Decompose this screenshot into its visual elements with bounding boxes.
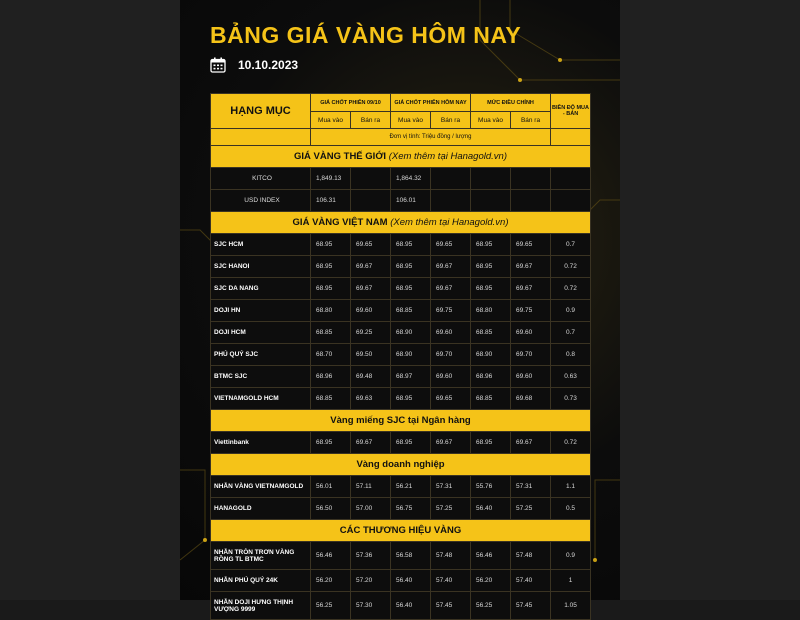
prev-buy-cell: 68.95 (311, 234, 351, 256)
date-row (210, 57, 298, 73)
today-buy-cell: 56.21 (391, 476, 431, 498)
buy-header: Mua vào (391, 112, 431, 129)
table-row (211, 498, 591, 520)
prev-sell-cell: 69.67 (351, 256, 391, 278)
change-buy-cell: 68.90 (471, 344, 511, 366)
calendar-icon (210, 57, 226, 73)
section-title-text: CÁC THƯƠNG HIỆU VÀNG (339, 525, 462, 536)
prev-sell-cell: 57.00 (351, 498, 391, 520)
prev-buy-cell: 56.01 (311, 476, 351, 498)
row-label: PHÚ QUÝ SJC (211, 344, 311, 366)
prev-sell-cell: 69.67 (351, 278, 391, 300)
table-row (211, 300, 591, 322)
category-header: HẠNG MỤC (211, 94, 311, 129)
spread-cell: 0.72 (551, 278, 591, 300)
change-sell-cell: 69.67 (511, 432, 551, 454)
today-buy-cell: 68.95 (391, 234, 431, 256)
prev-sell-cell (351, 168, 391, 190)
prev-buy-cell: 106.31 (311, 190, 351, 212)
spread-cell: 0.5 (551, 498, 591, 520)
sell-header: Bán ra (351, 112, 391, 129)
today-sell-cell: 69.67 (431, 278, 471, 300)
today-buy-cell: 56.40 (391, 570, 431, 592)
prev-buy-cell: 68.95 (311, 432, 351, 454)
change-buy-cell: 56.20 (471, 570, 511, 592)
prev-buy-cell: 56.46 (311, 542, 351, 570)
change-sell-cell: 69.65 (511, 234, 551, 256)
prev-sell-cell: 57.36 (351, 542, 391, 570)
spread-cell: 1.05 (551, 592, 591, 620)
prev-sell-cell: 69.63 (351, 388, 391, 410)
row-label: VIETNAMGOLD HCM (211, 388, 311, 410)
row-label: SJC HCM (211, 234, 311, 256)
spread-cell: 0.9 (551, 300, 591, 322)
spread-cell: 0.73 (551, 388, 591, 410)
prev-sell-cell: 69.50 (351, 344, 391, 366)
change-sell-cell: 69.60 (511, 322, 551, 344)
spread-cell: 0.63 (551, 366, 591, 388)
sell-header: Bán ra (511, 112, 551, 129)
table-row (211, 322, 591, 344)
spread-cell (551, 168, 591, 190)
table-row (211, 190, 591, 212)
section-title (211, 520, 591, 542)
unit-spacer (551, 129, 591, 146)
spread-cell: 0.7 (551, 322, 591, 344)
row-label: BTMC SJC (211, 366, 311, 388)
change-sell-cell (511, 190, 551, 212)
prev-sell-cell: 69.60 (351, 300, 391, 322)
today-buy-cell: 68.97 (391, 366, 431, 388)
change-sell-cell: 69.67 (511, 278, 551, 300)
today-session-header: GIÁ CHỐT PHIÊN HÔM NAY (391, 94, 471, 112)
prev-sell-cell: 57.30 (351, 592, 391, 620)
section-gold-brands (211, 520, 591, 542)
today-sell-cell: 69.75 (431, 300, 471, 322)
today-buy-cell: 68.95 (391, 432, 431, 454)
spread-cell: 1 (551, 570, 591, 592)
prev-buy-cell: 68.96 (311, 366, 351, 388)
today-buy-cell: 68.95 (391, 388, 431, 410)
left-background-panel (0, 0, 180, 600)
today-sell-cell: 69.60 (431, 322, 471, 344)
today-buy-cell: 56.40 (391, 592, 431, 620)
section-vietnam-gold (211, 212, 591, 234)
prev-buy-cell: 68.70 (311, 344, 351, 366)
today-sell-cell: 69.65 (431, 388, 471, 410)
table-row (211, 592, 591, 620)
spread-cell: 0.72 (551, 256, 591, 278)
today-sell-cell: 57.31 (431, 476, 471, 498)
table-row (211, 366, 591, 388)
buy-header: Mua vào (471, 112, 511, 129)
table-row (211, 234, 591, 256)
change-sell-cell: 69.67 (511, 256, 551, 278)
prev-buy-cell: 68.85 (311, 322, 351, 344)
buy-header: Mua vào (311, 112, 351, 129)
prev-sell-cell: 69.65 (351, 234, 391, 256)
section-world-gold (211, 146, 591, 168)
today-sell-cell: 69.65 (431, 234, 471, 256)
prev-buy-cell: 1,849.13 (311, 168, 351, 190)
prev-sell-cell: 57.11 (351, 476, 391, 498)
prev-sell-cell: 69.25 (351, 322, 391, 344)
spread-cell: 0.7 (551, 234, 591, 256)
table-row (211, 278, 591, 300)
today-buy-cell: 106.01 (391, 190, 431, 212)
change-buy-cell: 56.25 (471, 592, 511, 620)
table-header-row (211, 94, 591, 112)
today-buy-cell: 68.90 (391, 322, 431, 344)
change-buy-cell: 68.85 (471, 322, 511, 344)
today-sell-cell: 69.67 (431, 432, 471, 454)
today-buy-cell: 68.90 (391, 344, 431, 366)
today-buy-cell: 68.85 (391, 300, 431, 322)
change-buy-cell: 68.96 (471, 366, 511, 388)
prev-buy-cell: 68.95 (311, 278, 351, 300)
prev-sell-cell: 69.67 (351, 432, 391, 454)
unit-spacer (211, 129, 311, 146)
section-business-gold (211, 454, 591, 476)
today-buy-cell: 56.58 (391, 542, 431, 570)
today-sell-cell: 57.48 (431, 542, 471, 570)
change-buy-cell: 68.95 (471, 432, 511, 454)
change-sell-cell: 57.31 (511, 476, 551, 498)
section-bank-sjc (211, 410, 591, 432)
row-label: USD INDEX (211, 190, 311, 212)
spread-cell: 1.1 (551, 476, 591, 498)
prev-buy-cell: 68.80 (311, 300, 351, 322)
spread-cell: 0.8 (551, 344, 591, 366)
today-sell-cell (431, 168, 471, 190)
table-row (211, 168, 591, 190)
change-sell-cell: 57.48 (511, 542, 551, 570)
row-label: SJC HANOI (211, 256, 311, 278)
today-sell-cell: 69.60 (431, 366, 471, 388)
prev-buy-cell: 56.20 (311, 570, 351, 592)
today-buy-cell: 68.95 (391, 278, 431, 300)
spread-header: BIÊN ĐỘ MUA - BÁN (551, 94, 591, 129)
table-row (211, 256, 591, 278)
section-note-link[interactable]: (Xem thêm tại Hanagold.vn) (388, 151, 507, 162)
change-sell-cell: 57.25 (511, 498, 551, 520)
today-buy-cell: 56.75 (391, 498, 431, 520)
change-sell-cell: 69.60 (511, 366, 551, 388)
prev-session-header: GIÁ CHỐT PHIÊN 09/10 (311, 94, 391, 112)
change-buy-cell: 68.85 (471, 388, 511, 410)
prev-sell-cell: 69.48 (351, 366, 391, 388)
today-sell-cell (431, 190, 471, 212)
today-buy-cell: 68.95 (391, 256, 431, 278)
row-label: NHẪN DOJI HƯNG THỊNH VƯỢNG 9999 (211, 592, 311, 620)
unit-row (211, 129, 591, 146)
section-title-text: Vàng doanh nghiệp (356, 459, 445, 470)
change-buy-cell (471, 190, 511, 212)
prev-sell-cell (351, 190, 391, 212)
section-note-link[interactable]: (Xem thêm tại Hanagold.vn) (390, 217, 509, 228)
change-buy-cell: 56.40 (471, 498, 511, 520)
section-title-text: GIÁ VÀNG VIỆT NAM (292, 217, 388, 228)
section-title (211, 212, 591, 234)
prev-buy-cell: 56.25 (311, 592, 351, 620)
section-title-text: GIÁ VÀNG THẾ GIỚI (294, 151, 387, 162)
change-buy-cell: 56.46 (471, 542, 511, 570)
prev-buy-cell: 56.50 (311, 498, 351, 520)
section-title (211, 454, 591, 476)
today-sell-cell: 69.67 (431, 256, 471, 278)
row-label: DOJI HN (211, 300, 311, 322)
today-sell-cell: 57.45 (431, 592, 471, 620)
section-title (211, 146, 591, 168)
row-label: HANAGOLD (211, 498, 311, 520)
row-label: NHẪN TRÒN TRƠN VÀNG RỒNG TL BTMC (211, 542, 311, 570)
section-title (211, 410, 591, 432)
prev-sell-cell: 57.20 (351, 570, 391, 592)
row-label: DOJI HCM (211, 322, 311, 344)
gold-price-poster (180, 0, 620, 613)
table-row (211, 542, 591, 570)
change-buy-cell: 55.76 (471, 476, 511, 498)
row-label: Viettinbank (211, 432, 311, 454)
today-sell-cell: 57.40 (431, 570, 471, 592)
change-sell-cell: 57.40 (511, 570, 551, 592)
table-row (211, 432, 591, 454)
change-header: MỨC ĐIỀU CHỈNH (471, 94, 551, 112)
change-buy-cell: 68.95 (471, 234, 511, 256)
today-sell-cell: 57.25 (431, 498, 471, 520)
change-sell-cell: 69.70 (511, 344, 551, 366)
table-row (211, 570, 591, 592)
table-row (211, 344, 591, 366)
spread-cell: 0.72 (551, 432, 591, 454)
table-row (211, 388, 591, 410)
spread-cell: 0.9 (551, 542, 591, 570)
spread-cell (551, 190, 591, 212)
row-label: NHẪN PHÚ QUÝ 24K (211, 570, 311, 592)
today-buy-cell: 1,864.32 (391, 168, 431, 190)
gold-price-table (210, 93, 591, 620)
table-row (211, 476, 591, 498)
change-sell-cell: 69.68 (511, 388, 551, 410)
change-sell-cell: 69.75 (511, 300, 551, 322)
change-buy-cell: 68.95 (471, 278, 511, 300)
today-sell-cell: 69.70 (431, 344, 471, 366)
unit-note: Đơn vị tính: Triệu đồng / lượng (311, 129, 551, 146)
change-sell-cell: 57.45 (511, 592, 551, 620)
change-buy-cell: 68.95 (471, 256, 511, 278)
section-title-text: Vàng miếng SJC tại Ngân hàng (330, 415, 471, 426)
change-buy-cell: 68.80 (471, 300, 511, 322)
row-label: KITCO (211, 168, 311, 190)
page-title: BẢNG GIÁ VÀNG HÔM NAY (210, 22, 522, 48)
prev-buy-cell: 68.95 (311, 256, 351, 278)
report-date: 10.10.2023 (238, 58, 299, 72)
prev-buy-cell: 68.85 (311, 388, 351, 410)
sell-header: Bán ra (431, 112, 471, 129)
change-buy-cell (471, 168, 511, 190)
change-sell-cell (511, 168, 551, 190)
right-background-panel (620, 0, 800, 600)
row-label: SJC DA NANG (211, 278, 311, 300)
row-label: NHẪN VÀNG VIETNAMGOLD (211, 476, 311, 498)
